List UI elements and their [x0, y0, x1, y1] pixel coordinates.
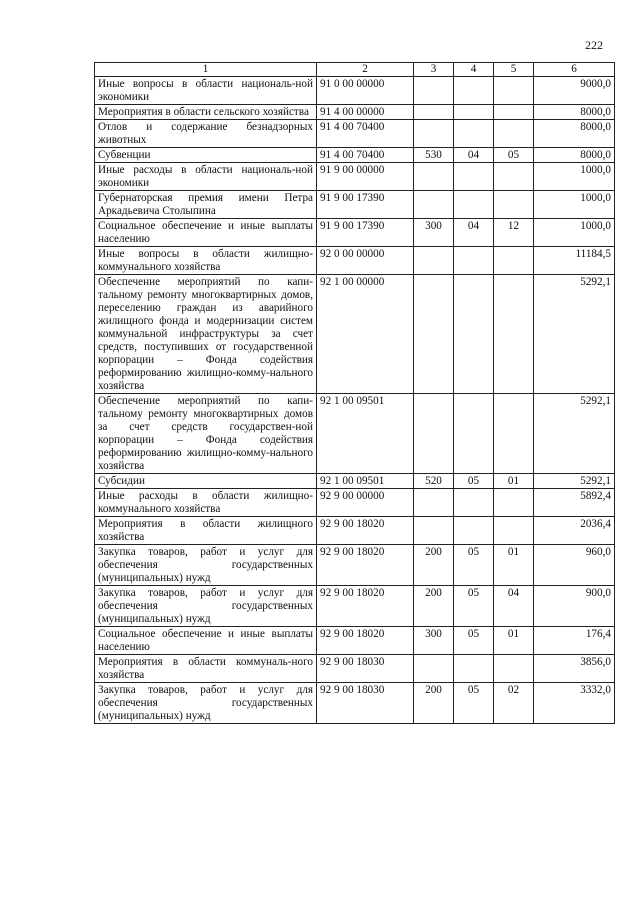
row-amount-cell: 11184,5 — [534, 247, 615, 275]
column-header: 5 — [494, 63, 534, 77]
row-section-cell: 05 — [454, 545, 494, 586]
row-amount-cell: 5292,1 — [534, 394, 615, 474]
row-type-cell — [414, 191, 454, 219]
row-name-cell: Иные вопросы в области жилищно-коммунального хозяйства — [95, 247, 317, 275]
row-name-cell: Закупка товаров, работ и услуг для обеспечения государственных (муниципальных) нужд — [95, 683, 317, 724]
row-subsection-cell — [494, 489, 534, 517]
row-name-cell: Обеспечение мероприятий по капи-тальному ремонту многоквартирных домов, переселению граждан из аварийного жилищного фонда и модернизации систем коммунальной инфраструктуры за счет средств, поступивших от государственной корпорации – Фонда содействия реформированию жилищно-комму-нального хозяйства — [95, 275, 317, 394]
column-header: 4 — [454, 63, 494, 77]
row-section-cell — [454, 77, 494, 105]
row-name-cell: Закупка товаров, работ и услуг для обеспечения государственных (муниципальных) нужд — [95, 586, 317, 627]
row-subsection-cell: 02 — [494, 683, 534, 724]
row-code-cell: 91 9 00 17390 — [317, 191, 414, 219]
row-code-cell: 92 1 00 00000 — [317, 275, 414, 394]
row-type-cell — [414, 489, 454, 517]
row-subsection-cell: 12 — [494, 219, 534, 247]
row-amount-cell: 3856,0 — [534, 655, 615, 683]
row-code-cell: 91 4 00 70400 — [317, 148, 414, 163]
table-row — [95, 683, 615, 724]
budget-table — [94, 62, 615, 724]
row-section-cell — [454, 394, 494, 474]
column-header: 6 — [534, 63, 615, 77]
row-type-cell — [414, 120, 454, 148]
row-code-cell: 92 9 00 18030 — [317, 683, 414, 724]
row-type-cell: 200 — [414, 545, 454, 586]
row-name-cell: Губернаторская премия имени Петра Аркадьевича Столыпина — [95, 191, 317, 219]
row-amount-cell: 8000,0 — [534, 148, 615, 163]
row-subsection-cell — [494, 163, 534, 191]
row-subsection-cell — [494, 394, 534, 474]
page-number: 222 — [585, 38, 603, 52]
row-code-cell: 91 9 00 17390 — [317, 219, 414, 247]
row-name-cell: Мероприятия в области сельского хозяйства — [95, 105, 317, 120]
row-type-cell: 200 — [414, 586, 454, 627]
row-amount-cell: 176,4 — [534, 627, 615, 655]
row-code-cell: 92 9 00 18020 — [317, 586, 414, 627]
row-code-cell: 92 9 00 18020 — [317, 545, 414, 586]
row-subsection-cell — [494, 191, 534, 219]
row-amount-cell: 900,0 — [534, 586, 615, 627]
row-name-cell: Мероприятия в области коммуналь-ного хозяйства — [95, 655, 317, 683]
row-name-cell: Субвенции — [95, 148, 317, 163]
row-amount-cell: 1000,0 — [534, 219, 615, 247]
table-row — [95, 247, 615, 275]
row-type-cell — [414, 517, 454, 545]
table-body — [95, 77, 615, 724]
row-type-cell — [414, 105, 454, 120]
row-amount-cell: 2036,4 — [534, 517, 615, 545]
column-header: 2 — [317, 63, 414, 77]
table-row — [95, 586, 615, 627]
row-name-cell: Социальное обеспечение и иные выплаты населению — [95, 627, 317, 655]
row-section-cell — [454, 655, 494, 683]
row-name-cell: Иные расходы в области националь-ной экономики — [95, 163, 317, 191]
table-row — [95, 105, 615, 120]
table-row — [95, 77, 615, 105]
row-subsection-cell: 01 — [494, 545, 534, 586]
table-row — [95, 148, 615, 163]
row-section-cell: 05 — [454, 586, 494, 627]
row-amount-cell: 8000,0 — [534, 105, 615, 120]
row-amount-cell: 1000,0 — [534, 163, 615, 191]
row-code-cell: 92 9 00 00000 — [317, 489, 414, 517]
row-name-cell: Отлов и содержание безнадзорных животных — [95, 120, 317, 148]
row-type-cell — [414, 163, 454, 191]
row-subsection-cell: 01 — [494, 627, 534, 655]
row-subsection-cell — [494, 105, 534, 120]
table-row — [95, 219, 615, 247]
row-type-cell: 300 — [414, 219, 454, 247]
row-amount-cell: 5292,1 — [534, 275, 615, 394]
row-type-cell — [414, 275, 454, 394]
row-section-cell: 04 — [454, 148, 494, 163]
row-type-cell — [414, 655, 454, 683]
row-code-cell: 92 9 00 18020 — [317, 627, 414, 655]
row-section-cell — [454, 191, 494, 219]
table-row — [95, 275, 615, 394]
row-name-cell: Мероприятия в области жилищного хозяйства — [95, 517, 317, 545]
column-header: 3 — [414, 63, 454, 77]
row-section-cell: 05 — [454, 627, 494, 655]
table-row — [95, 517, 615, 545]
row-code-cell: 92 1 00 09501 — [317, 394, 414, 474]
row-subsection-cell — [494, 247, 534, 275]
row-amount-cell: 1000,0 — [534, 191, 615, 219]
table-row — [95, 191, 615, 219]
row-subsection-cell: 05 — [494, 148, 534, 163]
row-name-cell: Закупка товаров, работ и услуг для обеспечения государственных (муниципальных) нужд — [95, 545, 317, 586]
row-section-cell: 05 — [454, 474, 494, 489]
row-name-cell: Иные расходы в области жилищно-коммунального хозяйства — [95, 489, 317, 517]
row-name-cell: Субсидии — [95, 474, 317, 489]
row-code-cell: 91 4 00 00000 — [317, 105, 414, 120]
row-type-cell: 530 — [414, 148, 454, 163]
row-subsection-cell — [494, 77, 534, 105]
row-section-cell — [454, 517, 494, 545]
row-code-cell: 91 0 00 00000 — [317, 77, 414, 105]
table-row — [95, 394, 615, 474]
table-row — [95, 474, 615, 489]
row-subsection-cell — [494, 275, 534, 394]
row-amount-cell: 5892,4 — [534, 489, 615, 517]
row-type-cell — [414, 394, 454, 474]
row-code-cell: 92 9 00 18020 — [317, 517, 414, 545]
row-name-cell: Социальное обеспечение и иные выплаты населению — [95, 219, 317, 247]
row-code-cell: 91 4 00 70400 — [317, 120, 414, 148]
row-amount-cell: 9000,0 — [534, 77, 615, 105]
row-name-cell: Обеспечение мероприятий по капи-тальному ремонту многоквартирных домов за счет средств государствен-ной корпорации – Фонда содействия реформированию жилищно-комму-нального хозяйства — [95, 394, 317, 474]
row-section-cell — [454, 120, 494, 148]
row-subsection-cell: 04 — [494, 586, 534, 627]
row-section-cell — [454, 247, 494, 275]
row-section-cell — [454, 489, 494, 517]
row-code-cell: 91 9 00 00000 — [317, 163, 414, 191]
row-type-cell — [414, 77, 454, 105]
row-name-cell: Иные вопросы в области националь-ной экономики — [95, 77, 317, 105]
row-section-cell — [454, 163, 494, 191]
row-section-cell: 04 — [454, 219, 494, 247]
row-subsection-cell — [494, 517, 534, 545]
table-header-row — [95, 63, 615, 77]
row-subsection-cell: 01 — [494, 474, 534, 489]
row-amount-cell: 3332,0 — [534, 683, 615, 724]
table-row — [95, 655, 615, 683]
row-subsection-cell — [494, 655, 534, 683]
table-row — [95, 545, 615, 586]
table-row — [95, 163, 615, 191]
table-row — [95, 489, 615, 517]
table-row — [95, 627, 615, 655]
column-header: 1 — [95, 63, 317, 77]
row-type-cell: 300 — [414, 627, 454, 655]
row-code-cell: 92 0 00 00000 — [317, 247, 414, 275]
row-amount-cell: 960,0 — [534, 545, 615, 586]
row-section-cell — [454, 275, 494, 394]
row-type-cell: 520 — [414, 474, 454, 489]
row-amount-cell: 5292,1 — [534, 474, 615, 489]
row-section-cell — [454, 105, 494, 120]
row-subsection-cell — [494, 120, 534, 148]
row-type-cell — [414, 247, 454, 275]
row-code-cell: 92 1 00 09501 — [317, 474, 414, 489]
table-row — [95, 120, 615, 148]
row-amount-cell: 8000,0 — [534, 120, 615, 148]
row-section-cell: 05 — [454, 683, 494, 724]
row-type-cell: 200 — [414, 683, 454, 724]
row-code-cell: 92 9 00 18030 — [317, 655, 414, 683]
